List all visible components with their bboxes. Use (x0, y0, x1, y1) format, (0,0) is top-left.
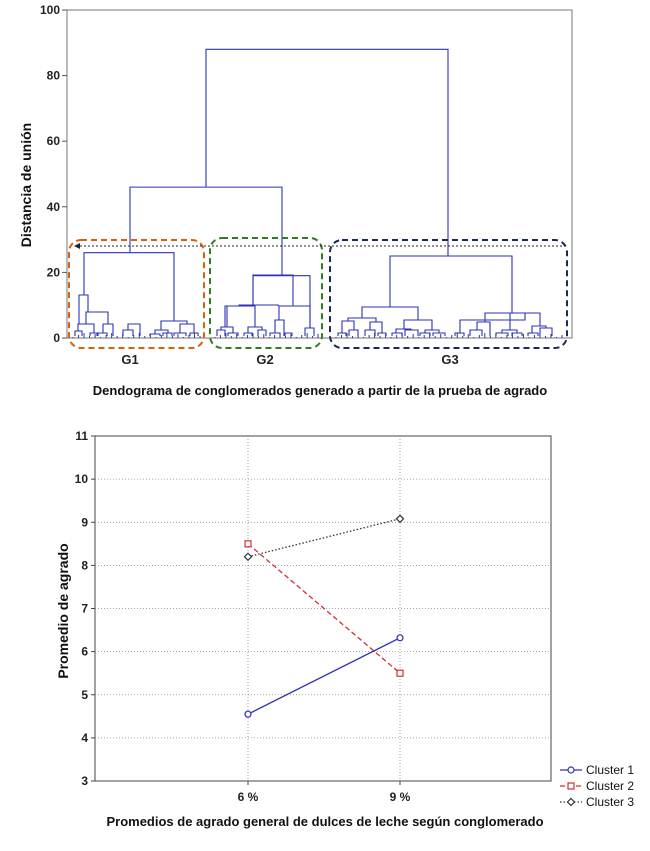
group-label-g2: G2 (256, 352, 274, 367)
dendrogram-plot-frame (67, 10, 572, 338)
dendrogram-link (370, 322, 382, 333)
line-chart-legend (560, 763, 634, 809)
dendrogram-y-axis (40, 3, 67, 345)
line-x-tick-label: 6 % (237, 790, 259, 804)
cluster-3-line (248, 519, 400, 557)
dendrogram-link (485, 313, 525, 322)
dendrogram-link (253, 275, 293, 306)
legend-marker-cluster-1 (568, 767, 574, 773)
dendrogram-link (433, 333, 445, 336)
dendrogram-y-tick-label: 0 (53, 331, 60, 345)
line-y-tick-label: 8 (81, 558, 88, 573)
line-chart-x-axis (238, 781, 411, 804)
line-y-tick-label: 3 (81, 774, 88, 788)
cut-line-arrowhead (74, 243, 80, 249)
legend-label-cluster-1: Cluster 1 (586, 763, 635, 777)
legend-marker-cluster-2 (568, 783, 574, 789)
line-chart-y-axis (75, 429, 95, 788)
cluster-3-point (397, 515, 404, 522)
dendrogram-link (528, 333, 538, 336)
dendrogram-link (79, 295, 88, 324)
line-y-tick-label: 9 (81, 515, 88, 530)
dendrogram-link (217, 330, 225, 336)
legend-label-cluster-3: Cluster 3 (586, 795, 635, 809)
line-chart-series (245, 515, 404, 717)
legend-label-cluster-2: Cluster 2 (586, 779, 635, 793)
dendrogram-caption: Dendograma de conglomerados generado a partir de la prueba de agrado (92, 383, 548, 398)
dendrogram-link (342, 321, 354, 333)
dendrogram-link (258, 330, 266, 336)
line-chart (55, 429, 634, 829)
cluster-2-point (245, 541, 251, 547)
dendrogram-y-tick-label: 60 (46, 134, 60, 149)
dendrogram-y-axis-label: Distancia de unión (18, 122, 34, 248)
dendrogram-link (349, 330, 358, 336)
dendrogram-link (470, 330, 482, 336)
line-y-tick-label: 6 (81, 644, 88, 659)
dendrogram-leaves (73, 333, 562, 338)
line-chart-y-axis-label: Promedio de agrado (55, 543, 71, 679)
group-label-g3: G3 (441, 352, 459, 367)
dendrogram-y-tick-label: 100 (39, 3, 60, 17)
dendrogram-link (540, 328, 552, 336)
g1-merge-link (84, 253, 174, 321)
dendrogram-link (163, 333, 172, 336)
g1-g2-merge-link (130, 187, 282, 276)
dendrogram-link (161, 321, 187, 330)
dendrogram-link (496, 333, 508, 336)
cluster-2-point (397, 670, 403, 676)
line-chart-caption: Promedios de agrado general de dulces de leche según conglomerado (106, 814, 544, 829)
dendrogram-chart (18, 3, 572, 398)
group-box-g1 (69, 240, 204, 348)
legend-marker-cluster-3 (568, 799, 575, 806)
line-x-tick-label: 9 % (389, 790, 411, 804)
line-y-tick-label: 5 (81, 687, 88, 702)
dendrogram-link (150, 334, 160, 336)
dendrogram-link (378, 333, 386, 336)
line-y-tick-label: 11 (75, 429, 88, 443)
line-y-tick-label: 4 (81, 730, 88, 745)
dendrogram-link (365, 330, 375, 336)
dendrogram-y-tick-label: 40 (46, 199, 60, 214)
cluster-1-point (245, 711, 251, 717)
dendrogram-link (455, 333, 464, 336)
dendrogram-link (477, 322, 490, 336)
line-y-tick-label: 7 (81, 601, 88, 616)
dendrogram-links (75, 49, 552, 336)
dendrogram-y-tick-label: 80 (46, 68, 60, 83)
dendrogram-y-tick-label: 20 (46, 265, 60, 280)
dendrogram-link (123, 330, 133, 336)
cluster-1-line (248, 638, 400, 714)
cluster-3-point (245, 553, 252, 560)
g3-merge-link (390, 256, 512, 313)
dendrogram-link (225, 306, 253, 327)
dendrogram-link (405, 330, 418, 336)
dendrogram-link (180, 324, 194, 333)
dendrogram-link (512, 333, 522, 336)
cluster-1-point (397, 635, 403, 641)
dendrogram-link (86, 312, 108, 324)
dendrogram-link (78, 324, 94, 333)
group-label-g1: G1 (121, 352, 139, 367)
dendrogram-link (174, 333, 186, 336)
line-y-tick-label: 10 (74, 472, 88, 487)
dendrogram-link (420, 333, 430, 336)
dendrogram-link (532, 326, 546, 333)
dendrogram-link (227, 306, 255, 327)
top-merge-link (206, 49, 448, 256)
dendrogram-group-boxes (69, 238, 567, 367)
dendrogram-link (305, 328, 314, 336)
